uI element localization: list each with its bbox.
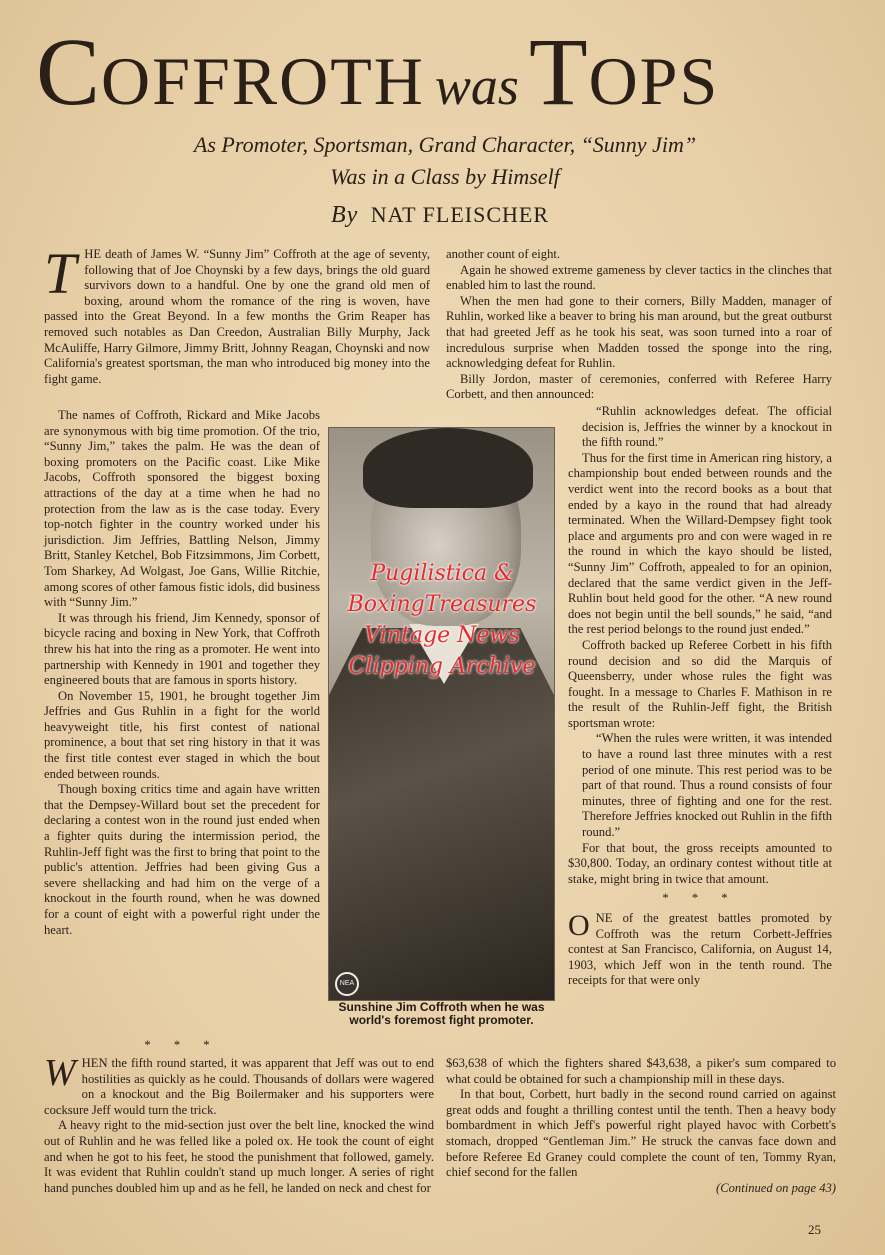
title-ops: OPS [588, 43, 720, 119]
photo-caption: Sunshine Jim Coffroth when he was world's foremost fight promoter. [338, 1000, 545, 1027]
section-divider: * * * [144, 1038, 220, 1052]
watermark-line: Clipping Archive [348, 654, 536, 679]
paragraph: A heavy right to the mid-section just over the belt line, knocked the wind out of Ruhlin and he was felled like a poled ox. He took the count of eight and when he got to his feet, he stood the punishment that followed, gamely. It was evident that Ruhlin couldn't stand up much longer. A series of right hand punches doubled him up and as he fell, he landed on neck and chest for [44, 1118, 434, 1195]
paragraph: Again he showed extreme gameness by clever tactics in the clinches that enabled him to last the round. [446, 262, 832, 293]
dropcap-t: T [44, 241, 77, 306]
paragraph: Billy Jordon, master of ceremonies, conferred with Referee Harry Corbett, and then announced: [446, 371, 832, 402]
nea-logo: NEA [335, 972, 359, 996]
paragraph: On November 15, 1901, he brought together Jim Jeffries and Gus Ruhlin in a fight for the world heavyweight title, his first contest of national prominence, a bout that set ring history in that it was the first title contest ever staged in which the bout ended between rounds. [44, 688, 320, 781]
paragraph: It was through his friend, Jim Kennedy, sponsor of bicycle racing and boxing in New York, that Coffroth threw his hat into the ring as a promoter. He went into partnership with Kennedy in 1901 and together they engineered bouts that are famous in sports history. [44, 610, 320, 688]
continued-note: (Continued on page 43) [716, 1180, 836, 1195]
paragraph: HE death of James W. “Sunny Jim” Coffroth at the age of seventy, following that of Joe Choynski by a few days, brings the old guard survivors down to a handful. One by one the grand old men of boxing, around whom the romance of the ring is woven, have passed into the Great Beyond. In a few months the Grim Reaper has removed such notables as Dan Creedon, Australian Billy Murphy, Jack McAuliffe, Harry Gilmore, Jimmy Britt, Johnny Reagan, Choynski and now California's greatest sportsman, the man who introduced big money into the fight game. [44, 247, 430, 386]
photo-hair [363, 428, 533, 508]
paragraph: The names of Coffroth, Rickard and Mike Jacobs are synonymous with big time promotion. Of the trio, “Sunny Jim,” takes the palm. He was the dean of boxing promoters on the Pacific coast. Like Mike Jacobs, Coffroth sponsored the biggest boxing attractions of the day at a time when he had no protection from the law as is the case today. Every top-notch fighter in the country worked under his jurisdiction. Jim Jeffries, Battling Nelson, Jimmy Britt, Stanley Ketchel, Bob Fitzsimmons, Jim Corbett, Tom Sharkey, Ad Wolgast, Joe Gans, Willie Ritchie, among scores of other famous fistic idols, did business with “Sunny Jim.” [44, 408, 320, 610]
watermark [322, 558, 562, 682]
bottom-left-column [44, 1052, 434, 1196]
subtitle-line-2: Was in a Class by Himself [330, 164, 560, 189]
watermark-line: Pugilistica & [370, 561, 514, 586]
article-title [36, 18, 846, 125]
author-name: NAT FLEISCHER [370, 202, 550, 227]
paragraph: For that bout, the gross receipts amounted to $30,800. Today, an ordinary contest without title at stake, might bring in twice that amount. [568, 840, 832, 886]
quote: “Ruhlin acknowledges defeat. The official decision is, Jeffries the winner by a knockout in the fifth round.” [582, 404, 832, 450]
paragraph: In that bout, Corbett, hurt badly in the second round carried on against great odds and fought a thrilling contest until the tenth. Then a heavy body bombardment in which Jeff's powerful right played havoc with Corbett's stomach, dropped “Gentleman Jim.” He struck the canvas face down and before Referee Ed Graney could complete the count of ten, Tommy Ryan, chief second for the fallen [446, 1087, 836, 1180]
title-t: T [528, 18, 589, 125]
watermark-line: BoxingTreasures [347, 592, 537, 617]
title-was: was [434, 56, 519, 116]
dropcap-o: O [568, 909, 590, 942]
intro-paragraph-block [44, 241, 430, 387]
dropcap-w: W [44, 1052, 76, 1094]
paragraph: NE of the greatest battles promoted by Coffroth was the return Corbett-Jeffries contest at San Francisco, California, on August 14, 1903, which Jeff won in the tenth round. The receipts for that were only [568, 911, 832, 988]
page-number: 25 [808, 1222, 821, 1237]
paragraph: Thus for the first time in American ring history, a championship bout ended between rounds and the verdict went into the record books as a bout that ended by a kayo in the round that had already terminated. When the Willard-Dempsey fight took place and arguments pro and con were waged in re the round in which the kayo should be listed, “Sunny Jim” Coffroth, appealed to for an opinion, declared that the same verdict given in the Jeff-Ruhlin bout held good for the other. “A new round does not begin until the bell sounds,” he said, “and the rest period belongs to the round just ended.” [568, 450, 832, 637]
paragraph: another count of eight. [446, 247, 561, 261]
portrait-photo [328, 427, 555, 1001]
quote: “When the rules were written, it was intended to have a round last three minutes with a rest period of one minute. This rest period was to be part of that round. Thus a round consists of four minutes, three of fighting and one for the rest. Therefore Jeffries knocked out Ruhlin in the fifth round.” [582, 731, 832, 840]
byline [300, 202, 580, 229]
right-column [568, 404, 832, 989]
watermark-line: Vintage News [364, 623, 520, 648]
bottom-right-column [446, 1056, 836, 1196]
photo-coat [329, 628, 554, 1000]
subtitle-line-1: As Promoter, Sportsman, Grand Character, “Sunny Jim” [193, 132, 697, 157]
right-column-top [446, 247, 832, 403]
paragraph: Though boxing critics time and again have written that the Dempsey-Willard bout set the precedent for declaring a contest won in the round just ended when a fighter quits during the intermission period, the Ruhlin-Jeff fight was the first to bring that point to the public's attention. Jeffries had been giving Gus a severe shellacking and had him on the verge of a knockout in the fourth round, when he was downed for a count of eight with a powerful right under the heart. [44, 782, 320, 937]
left-column [44, 408, 320, 938]
paragraph: When the men had gone to their corners, Billy Madden, manager of Ruhlin, worked like a beaver to bring his man around, but the great outburst that had greeted Jeff as he took his seat, was soon turned into a roar of incredulous surprise when Madden tossed the sponge into the ring, acknowledging defeat for Ruhlin. [446, 293, 832, 371]
paragraph: $63,638 of which the fighters shared $43,638, a piker's sum compared to what could be obtained for such a championship mill in these days. [446, 1056, 836, 1086]
byline-by: By [330, 202, 359, 228]
paragraph: Coffroth backed up Referee Corbett in his fifth round decision and so did the Marquis of Queensberry, under whose rules the fight was fought. In a message to Charles F. Mathison in re the result of the Ruhlin-Jeff fight, the British sportsman wrote: [568, 637, 832, 730]
section-divider: * * * [662, 891, 738, 906]
title-offroth: OFFROTH [101, 43, 425, 119]
paragraph: HEN the fifth round started, it was apparent that Jeff was out to end hostilities as quickly as he could. Thousands of dollars were wagered on a knockout and the Big Boilermaker and his supporters were cocksure Jeff would turn the trick. [44, 1056, 434, 1117]
title-c: C [36, 18, 102, 125]
